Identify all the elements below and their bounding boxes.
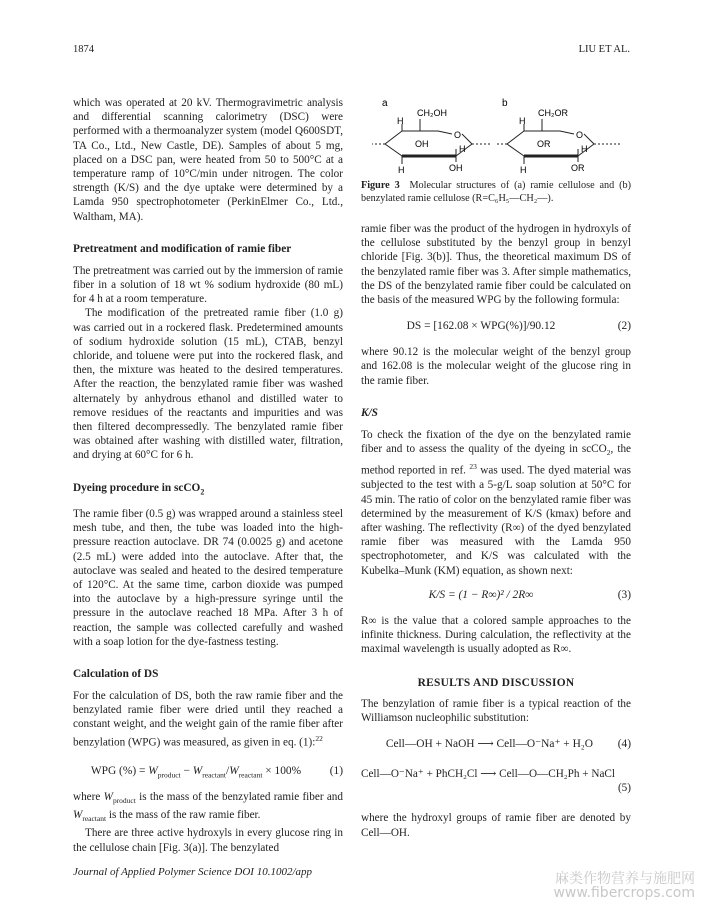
right-paragraph-2: where 90.12 is the molecular weight of the benzyl group and 162.08 is the molecular weight of the glucose ring in the ramie fiber.: [361, 346, 631, 387]
watermark-line-1: 麻类作物营养与施肥网: [555, 871, 695, 887]
glucose-ring-a: [372, 119, 490, 164]
pretreatment-paragraph-2: The modification of the pretreated ramie fiber (1.0 g) was carried out in a rockered flask. Predetermined amounts of sodium hydroxide solution (15 mL), CTAB, benzyl chloride, and toluene were put into the rockered flask, and then, the mixture was heated to the desired temperatures. After the reaction, the benzylated ramie fiber was washed alternately by anhydrous ethanol and distilled water to remove residues of the reactants and impurities and was then filtered decompressedly. The benzylated ramie fiber was obtained after washing with distilled water, filtration, and drying at 60°C for 6 h.: [73, 307, 343, 462]
equation-3-number: (3): [617, 588, 631, 601]
figure-3-caption-text: Molecular structures of (a) ramie cellulose and (b) benzylated ramie cellulose (R=C₆H₅—CH₂—).: [361, 180, 631, 204]
ring-oxygen-a: O: [454, 130, 462, 140]
ks-paragraph-2: R∞ is the value that a colored sample approaches to the infinite thickness. During calculation, the reflectivity at the maximal wavelength is usually adopted as R∞.: [361, 614, 631, 656]
page-number: 1874: [73, 44, 94, 55]
calc-ds-paragraph-2: where $W_{product}$ is the mass of the benzylated ramie fiber and $W_{reactant}$ is the mass of the raw ramie fiber.: [73, 790, 343, 824]
h-right-a: H: [459, 144, 466, 154]
figure-3: [360, 94, 632, 182]
watermark: [553, 872, 695, 900]
or-mid-b: OR: [537, 139, 551, 149]
equation-4-number: (4): [617, 738, 631, 751]
left-column: [73, 96, 343, 855]
ch2or-label-b: CH₂OR: [538, 108, 568, 118]
results-paragraph-2: where the hydroxyl groups of ramie fiber are denoted by Cell—OH.: [361, 812, 631, 839]
results-heading: RESULTS AND DISCUSSION: [417, 677, 575, 690]
intro-paragraph: which was operated at 20 kV. Thermogravimetric analysis and differential scanning calorimetry (DSC) were performed with a thermoanalyzer system (model Q600SDT, TA Co., Ltd., New Castle, DE). Samples of about 5 mg, placed on a DSC pan, were heated from 50 to 500°C at a temperature ramp of 10°C/min under nitrogen. The color strength (K/S) and the dye uptake were determined by a Lamda 950 spectrophotometer (PerkinElmer Co., Ltd., Waltham, MA).: [73, 97, 343, 223]
right-paragraph-1: ramie fiber was the product of the hydrogen in hydroxyls of the cellulose substituted by the benzyl group in benzyl chloride [Fig. 3(b)]. Thus, the theoretical maximum DS of the benzylated ramie fiber was 3. After simple mathematics, the DS of the benzylated ramie fiber could be calculated on the basis of the measured WPG by the following formula:: [361, 223, 631, 307]
running-head: LIU ET AL.: [578, 44, 630, 55]
dyeing-heading: Dyeing procedure in scCO$_2$: [73, 481, 205, 496]
molecular-structure-diagram: [360, 94, 632, 182]
ks-paragraph-1: To check the fixation of the dye on the benzylated ramie fiber and to assess the quality of the dyeing in scCO$_2$, the method reported in ref. $^{23}$ was used. The dyed material was subjected to the test with a 5-g/L soap solution at 50°C for 45 min. The ratio of color on the benzylated ramie fiber was determined by the measurement of K/S (kmax) before and after washing. The reflectivity (R∞) of the dyed benzylated ramie fiber was measured with the Lamda 950 spectrophotometer, and K/S was calculated with the Kubelka–Munk (KM) equation, as shown next:: [361, 428, 631, 577]
journal-footer: Journal of Applied Polymer Science DOI 10.1002/app: [73, 866, 312, 878]
dyeing-paragraph: The ramie fiber (0.5 g) was wrapped around a stainless steel mesh tube, and then, the tube was loaded into the high-pressure reaction autoclave. DR 74 (0.0025 g) and acetone (2.5 mL) were added into the autoclave. After that, the autoclave was sealed and heated to the desired temperature of 120°C. At the same time, carbon dioxide was pumped into the autoclave by a high-pressure syringe until the pressure in the autoclave reached 18 MPa. After 3 h of reaction, the sample was collected carefully and washed with a soap lotion for the dye-fastness testing.: [73, 507, 343, 648]
h-bottom-a: H: [398, 165, 405, 175]
h-right-b: H: [581, 144, 588, 154]
watermark-line-2: www.fibercrops.com: [553, 885, 695, 901]
glucose-ring-b: [496, 119, 620, 164]
ch2oh-label-a: CH₂OH: [417, 108, 447, 118]
figure-3-caption-label: Figure 3: [361, 180, 400, 191]
h-bottom-b: H: [520, 165, 527, 175]
calc-ds-heading: Calculation of DS: [73, 667, 159, 680]
equation-1-number: (1): [329, 764, 343, 777]
equation-3: K/S = (1 − R∞)² / 2R∞ (3): [428, 588, 631, 601]
panel-a-label: a: [382, 98, 388, 109]
calc-ds-paragraph-3: There are three active hydroxyls in every glucose ring in the cellulose chain [Fig. 3(a)]. The benzylated: [73, 827, 343, 854]
oh-mid-a: OH: [415, 139, 429, 149]
ks-heading: K/S: [361, 406, 378, 419]
equation-2-number: (2): [617, 320, 631, 333]
pretreatment-heading: Pretreatment and modification of ramie fiber: [73, 242, 292, 255]
right-column: [361, 222, 631, 840]
equation-2: DS = [162.08 × WPG(%)]/90.12 (2): [406, 320, 631, 333]
results-paragraph-1: The benzylation of ramie fiber is a typical reaction of the Williamson nucleophilic substitution:: [361, 697, 631, 724]
figure-3-caption: [361, 180, 631, 205]
equation-5-number: (5): [617, 782, 631, 795]
equation-1: WPG (%) = $W_{product} - W_{reactant}/W_{reactant} \times 100\%$ (1): [90, 764, 343, 779]
h-left-b: H: [519, 116, 526, 126]
calc-ds-paragraph-1: For the calculation of DS, both the raw ramie fiber and the benzylated ramie fiber were dried until they reached a constant weight, and the weight gain of the ramie fiber after benzylation (WPG) was measured, as given in eq. (1):$^{22}$: [73, 689, 343, 749]
pretreatment-paragraph-1: The pretreatment was carried out by the immersion of ramie fiber in a solution of 18 wt % sodium hydroxide (80 mL) for 4 h at a room temperature.: [73, 264, 343, 306]
equation-5: Cell—O⁻Na⁺ + PhCH₂Cl ⟶ Cell—O—CH₂Ph + NaCl (5): [361, 768, 631, 795]
h-left-a: H: [397, 116, 404, 126]
ring-oxygen-b: O: [576, 130, 584, 140]
panel-b-label: b: [502, 98, 508, 109]
or-bottom-b: OR: [571, 163, 585, 173]
equation-4: Cell—OH + NaOH ⟶ Cell—O⁻Na⁺ + H₂O (4): [385, 738, 631, 751]
oh-bottom-a: OH: [449, 163, 463, 173]
